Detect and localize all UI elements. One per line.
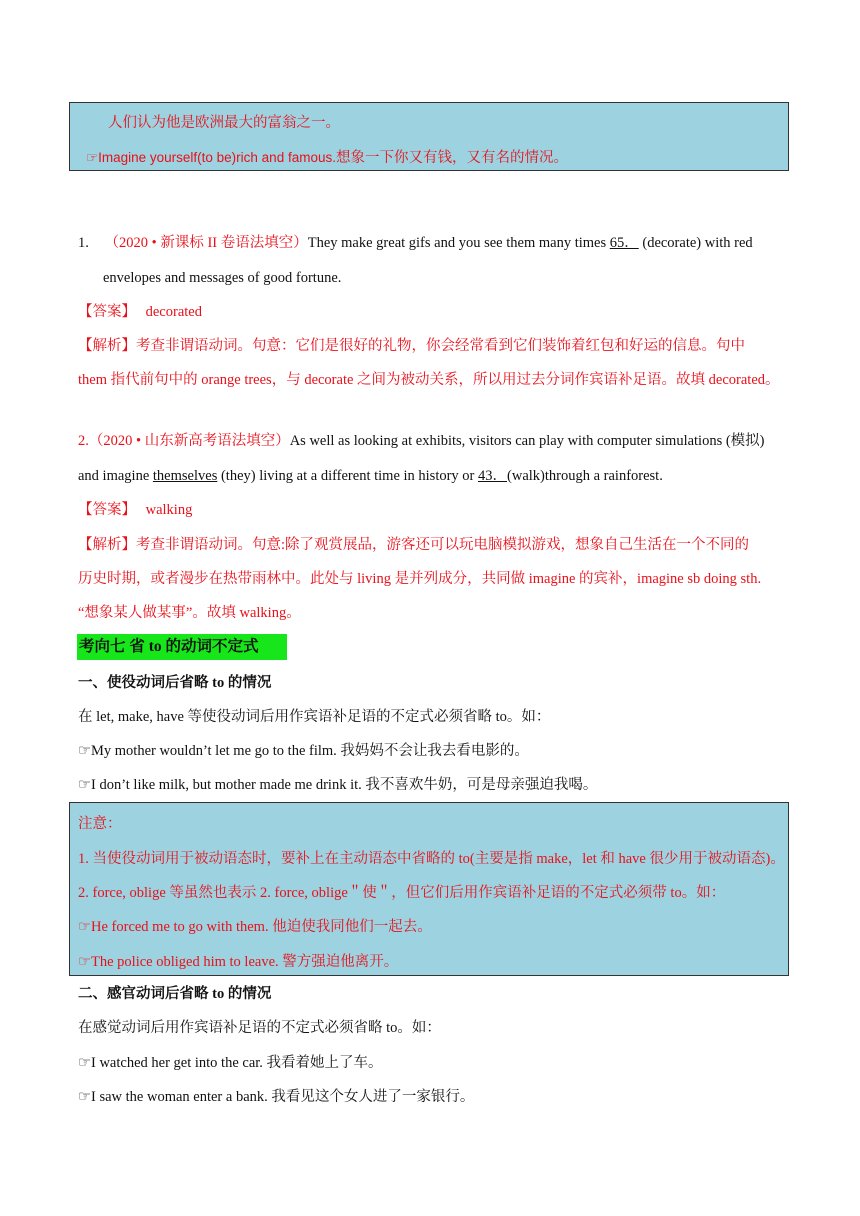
q2-line2-b: (they) living at a different time in history or — [217, 468, 479, 484]
q1-analysis-line1 — [78, 336, 745, 356]
q1-text-a: They make great gifs and you see them many times — [307, 235, 610, 251]
q1-answer — [78, 302, 202, 322]
q2-source: 2.（2020 • 山东新高考语法填空） — [78, 433, 290, 449]
q1-answer-value: decorated — [145, 304, 202, 320]
note-item-2: 2. force, oblige 等虽然也表示 2. force, oblige＂使＂，但它们后用作宾语补足语的不定式必须带 to。如： — [78, 885, 726, 901]
q1-analysis-text1: 考查非谓语动词。句意：它们是很好的礼物，你会经常看到它们装饰着红包和好运的信息。句中 — [136, 338, 745, 354]
q2-blank: 43． — [478, 468, 508, 484]
q2-analysis-line2: 历史时期，或者漫步在热带雨林中。此处与 living 是并列成分，共同做 imagine 的宾补，imagine sb doing sth. — [78, 571, 762, 587]
q2-answer — [78, 500, 192, 520]
section-heading: 考向七 省 to 的动词不定式 — [77, 634, 287, 660]
perception-rule: 在感觉动词后用作宾语补足语的不定式必须省略 to。如： — [78, 1020, 441, 1036]
q2-analysis-line3: “想象某人做某事”。故填 walking。 — [78, 605, 301, 621]
q2-line2 — [78, 466, 663, 486]
q1-line2: envelopes and messages of good fortune. — [103, 270, 342, 286]
q1-line1 — [78, 233, 753, 253]
q1-analysis-label: 【解析】 — [78, 338, 136, 354]
top-box-line2-en: ☞Imagine yourself(to be)rich and famous. — [86, 150, 336, 165]
q1-text-b: (decorate) with red — [638, 235, 753, 251]
perception-example-2: ☞I saw the woman enter a bank. 我看见这个女人进了一家银行。 — [78, 1089, 475, 1105]
top-box-line2-cn: 想象一下你又有钱，又有名的情况。 — [335, 150, 568, 166]
q2-analysis-text1: 考查非谓语动词。句意:除了观赏展品，游客还可以玩电脑模拟游戏，想象自己生活在一个不同的 — [136, 537, 750, 553]
q2-answer-value: walking — [145, 502, 193, 518]
q2-line2-c: (walk)through a rainforest. — [507, 468, 663, 484]
causative-example-2: ☞I don’t like milk, but mother made me drink it. 我不喜欢牛奶，可是母亲强迫我喝。 — [78, 777, 598, 793]
q2-line1 — [78, 431, 765, 451]
q1-analysis-line2: them 指代前句中的 orange trees，与 decorate 之间为被动关系，所以用过去分词作宾语补足语。故填 decorated。 — [78, 372, 780, 388]
q1-answer-label: 【答案】 — [78, 304, 136, 320]
q2-themselves: themselves — [152, 468, 218, 484]
causative-rule: 在 let, make, have 等使役动词后用作宾语补足语的不定式必须省略 to。如： — [78, 709, 551, 725]
q1-number: 1. — [78, 235, 89, 251]
note-example-2: ☞The police obliged him to leave. 警方强迫他离开。 — [78, 954, 399, 970]
top-example-box — [69, 102, 789, 171]
subheading-causative: 一、使役动词后省略 to 的情况 — [78, 675, 272, 691]
top-box-line1: 人们认为他是欧洲最大的富翁之一。 — [108, 115, 340, 131]
subheading-perception: 二、感官动词后省略 to 的情况 — [78, 986, 272, 1002]
causative-example-1: ☞My mother wouldn’t let me go to the film. 我妈妈不会让我去看电影的。 — [78, 743, 529, 759]
q2-text-a: As well as looking at exhibits, visitors can play with computer simulations (模拟) — [289, 433, 765, 449]
q2-analysis-label: 【解析】 — [78, 537, 136, 553]
perception-example-1: ☞I watched her get into the car. 我看着她上了车。 — [78, 1055, 383, 1071]
note-title: 注意： — [78, 816, 122, 832]
q1-blank: 65． — [609, 235, 639, 251]
note-example-1: ☞He forced me to go with them. 他迫使我同他们一起去。 — [78, 919, 432, 935]
q2-answer-label: 【答案】 — [78, 502, 136, 518]
q2-line2-a: and imagine — [78, 468, 153, 484]
q1-source: （2020 • 新课标 II 卷语法填空） — [104, 235, 308, 251]
q2-analysis-line1 — [78, 535, 749, 555]
note-box — [69, 802, 789, 976]
top-box-line2 — [86, 146, 568, 167]
note-item-1: 1. 当使役动词用于被动语态时，要补上在主动语态中省略的 to(主要是指 make，let 和 have 很少用于被动语态)。 — [78, 851, 785, 867]
